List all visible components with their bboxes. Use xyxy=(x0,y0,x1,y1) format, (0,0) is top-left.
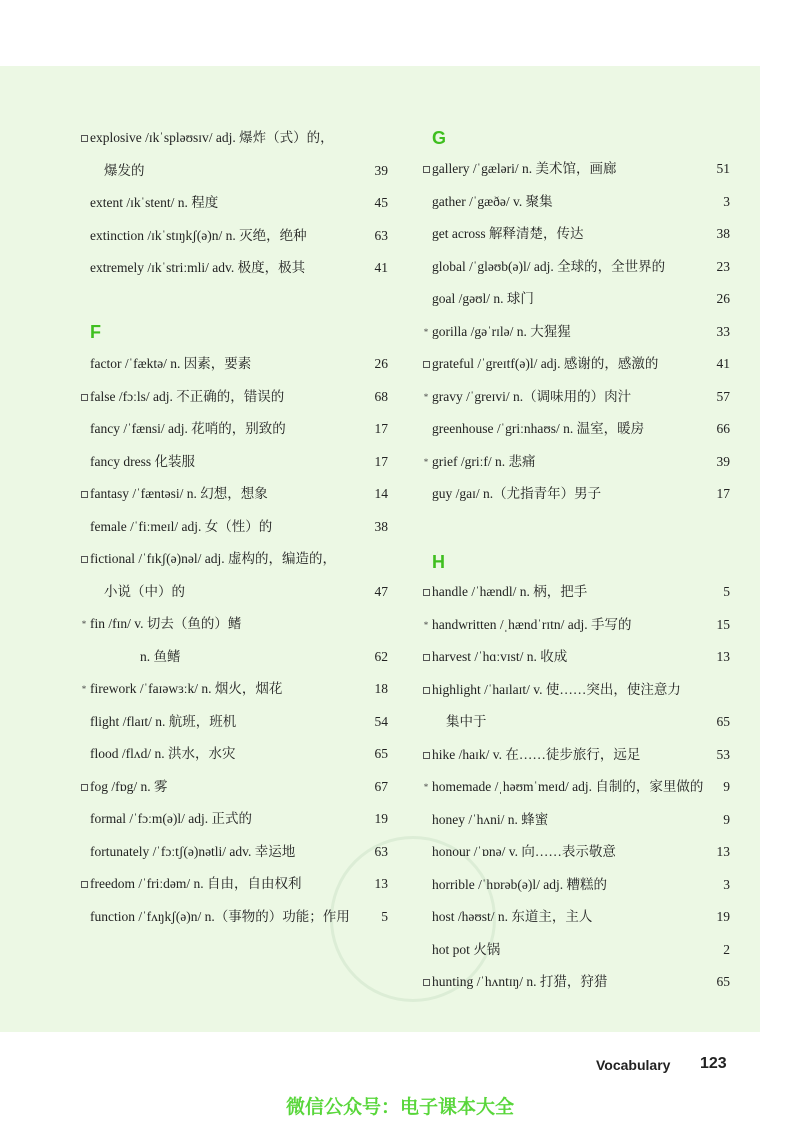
section-letter: H xyxy=(432,552,445,572)
vocab-entry-text: extent /ɪkˈstent/ n. 程度 xyxy=(90,195,219,210)
vocab-entry xyxy=(420,255,730,279)
vocab-page-number: 39 xyxy=(374,162,388,178)
vocab-page-number: 3 xyxy=(723,876,730,892)
vocab-entry xyxy=(420,840,730,864)
vocab-page-number: 63 xyxy=(374,843,388,859)
vocab-entry xyxy=(78,385,388,409)
vocab-entry xyxy=(420,743,730,767)
vocab-entry xyxy=(78,515,388,539)
vocab-entry xyxy=(420,352,730,376)
vocab-entry-text: factor /ˈfæktə/ n. 因素，要素 xyxy=(90,356,252,371)
vocab-page-number: 62 xyxy=(374,648,388,664)
vocab-entry xyxy=(420,678,730,702)
vocab-page-number: 13 xyxy=(716,649,730,664)
vocab-entry xyxy=(78,905,388,929)
vocab-page-number: 9 xyxy=(723,779,730,794)
vocab-page-number: 13 xyxy=(716,844,730,859)
vocab-page-number: 15 xyxy=(716,616,730,632)
square-bullet-icon xyxy=(423,979,430,986)
vocab-entry-text: honour /ˈɒnə/ v. 向……表示敬意 xyxy=(432,844,616,859)
vocab-entry-text: firework /ˈfaɪəwɜːk/ n. 烟火，烟花 xyxy=(90,681,283,696)
vocab-entry xyxy=(78,677,388,701)
vocab-entry-text: false /fɔːls/ adj. 不正确的，错误的 xyxy=(90,388,285,404)
square-bullet-icon xyxy=(81,881,88,888)
vocab-page-number: 14 xyxy=(374,486,388,501)
vocab-page-number: 2 xyxy=(723,941,730,957)
vocab-page-number: 67 xyxy=(374,778,388,794)
vocab-entry xyxy=(420,613,730,637)
vocab-page-number: 26 xyxy=(374,356,388,371)
square-bullet-icon xyxy=(423,752,430,759)
vocab-entry xyxy=(420,287,730,311)
vocab-entry xyxy=(420,157,730,181)
vocab-page-number: 65 xyxy=(374,746,388,761)
vocab-entry-text: greenhouse /ˈgriːnhaʊs/ n. 温室，暖房 xyxy=(432,421,645,436)
square-bullet-icon xyxy=(423,166,430,173)
star-bullet-icon: * xyxy=(81,684,87,694)
section-letter: G xyxy=(432,128,447,148)
vocab-page-number: 54 xyxy=(374,713,388,729)
vocab-page-number: 13 xyxy=(374,876,388,891)
square-bullet-icon xyxy=(81,784,88,791)
content-panel xyxy=(0,66,760,1032)
vocab-page-number: 33 xyxy=(716,323,730,339)
vocab-entry-text: host /həʊst/ n. 东道主，主人 xyxy=(432,909,593,924)
vocab-page-number: 47 xyxy=(374,583,388,599)
square-bullet-icon xyxy=(423,654,430,661)
vocab-entry-text: fortunately /ˈfɔːtʃ(ə)nətli/ adv. 幸运地 xyxy=(90,843,296,859)
vocab-page-number: 68 xyxy=(374,388,388,404)
square-bullet-icon xyxy=(423,687,430,694)
vocab-entry xyxy=(78,840,388,864)
vocab-entry xyxy=(420,580,730,604)
vocab-page-number: 19 xyxy=(374,811,388,826)
vocab-page-number: 17 xyxy=(716,486,730,501)
vocab-entry xyxy=(78,417,388,441)
vocab-page-number: 17 xyxy=(374,421,388,436)
vocab-entry xyxy=(78,482,388,506)
vocab-entry-text: fancy /ˈfænsi/ adj. 花哨的，别致的 xyxy=(90,421,286,436)
section-letter: F xyxy=(90,322,101,342)
vocab-entry xyxy=(420,320,730,344)
vocab-page-number: 17 xyxy=(374,453,388,469)
vocab-entry-text: flight /flaɪt/ n. 航班，班机 xyxy=(90,713,237,729)
vocab-entry-text: 集中于 xyxy=(446,714,487,729)
vocab-page-number: 5 xyxy=(723,584,730,599)
star-bullet-icon: * xyxy=(81,619,87,629)
vocab-entry xyxy=(78,807,388,831)
vocab-entry xyxy=(420,450,730,474)
vocab-page-number: 18 xyxy=(374,681,388,696)
vocab-entry-text: horrible /ˈhɒrəb(ə)l/ adj. 糟糕的 xyxy=(432,876,608,892)
vocab-entry-text: harvest /ˈhɑːvɪst/ n. 收成 xyxy=(432,649,568,664)
vocab-page-number: 38 xyxy=(374,518,388,534)
vocab-entry xyxy=(420,385,730,409)
vocab-entry xyxy=(420,938,730,962)
vocab-entry xyxy=(78,872,388,896)
vocab-page-number: 19 xyxy=(716,909,730,924)
wechat-watermark: 微信公众号：电子课本大全 xyxy=(285,1096,514,1118)
vocab-entry xyxy=(78,224,388,248)
vocab-entry xyxy=(420,645,730,669)
vocab-entry-text: fancy dress 化装服 xyxy=(90,453,195,469)
square-bullet-icon xyxy=(81,135,88,142)
vocab-entry-text: explosive /ɪkˈspləʊsɪv/ adj. 爆炸（式）的， xyxy=(90,130,334,145)
vocab-entry-text: fin /fɪn/ v. 切去（鱼的）鳍 xyxy=(90,616,242,631)
vocab-entry-text: highlight /ˈhaɪlaɪt/ v. 使……突出，使注意力 xyxy=(432,681,681,697)
vocab-entry xyxy=(78,126,388,150)
vocab-entry-text: formal /ˈfɔːm(ə)l/ adj. 正式的 xyxy=(90,811,252,826)
square-bullet-icon xyxy=(423,361,430,368)
vocab-entry xyxy=(78,580,388,604)
vocab-page-number: 5 xyxy=(381,908,388,924)
vocab-entry-text: extinction /ɪkˈstɪŋkʃ(ə)n/ n. 灭绝，绝种 xyxy=(90,227,307,243)
vocab-entry-text: global /ˈgləʊb(ə)l/ adj. 全球的，全世界的 xyxy=(432,258,666,274)
vocab-entry xyxy=(420,970,730,994)
vocab-entry xyxy=(420,482,730,506)
vocab-entry xyxy=(78,775,388,799)
vocab-entry xyxy=(78,612,388,636)
vocab-entry-text: gather /ˈgæðə/ v. 聚集 xyxy=(432,193,553,209)
vocab-entry-text: 爆发的 xyxy=(104,162,145,178)
vocab-page-number: 9 xyxy=(723,811,730,827)
vocab-entry-text: 小说（中）的 xyxy=(104,583,185,599)
vocab-entry xyxy=(420,873,730,897)
vocab-entry-text: goal /gəʊl/ n. 球门 xyxy=(432,291,534,306)
vocab-entry-text: honey /ˈhʌni/ n. 蜂蜜 xyxy=(432,811,549,827)
vocab-entry-text: homemade /ˌhəʊmˈmeɪd/ adj. 自制的，家里做的 xyxy=(432,779,704,794)
vocab-entry-text: handle /ˈhændl/ n. 柄，把手 xyxy=(432,584,588,599)
vocab-page-number: 23 xyxy=(716,258,730,274)
vocab-entry xyxy=(78,710,388,734)
vocab-page-number: 3 xyxy=(723,193,730,209)
vocab-page-number: 57 xyxy=(716,388,730,404)
square-bullet-icon xyxy=(81,556,88,563)
vocab-entry-text: hike /haɪk/ v. 在……徒步旅行，远足 xyxy=(432,746,641,762)
square-bullet-icon xyxy=(423,589,430,596)
vocab-entry xyxy=(420,222,730,246)
vocab-entry xyxy=(420,808,730,832)
vocab-entry-text: extremely /ɪkˈstriːmli/ adv. 极度，极其 xyxy=(90,260,306,275)
vocab-entry xyxy=(78,547,388,571)
vocab-entry xyxy=(78,645,388,669)
vocab-page-number: 41 xyxy=(716,356,730,371)
vocab-entry xyxy=(420,710,730,734)
vocab-entry-text: flood /flʌd/ n. 洪水，水灾 xyxy=(90,746,236,761)
vocab-page-number: 53 xyxy=(716,746,730,762)
footer-page-number: 123 xyxy=(700,1055,727,1072)
vocab-entry-text: n. 鱼鳍 xyxy=(140,648,181,664)
vocab-entry-text: female /ˈfiːmeɪl/ adj. 女（性）的 xyxy=(90,518,273,534)
vocab-page-number: 66 xyxy=(716,421,730,436)
vocab-page-number: 65 xyxy=(716,974,730,989)
vocab-entry xyxy=(420,905,730,929)
vocab-entry xyxy=(420,775,730,799)
vocab-entry-text: gorilla /gəˈrɪlə/ n. 大猩猩 xyxy=(432,323,571,339)
vocab-entry-text: hot pot 火锅 xyxy=(432,941,501,957)
vocab-entry-text: freedom /ˈfriːdəm/ n. 自由，自由权利 xyxy=(90,876,302,891)
vocab-page-number: 63 xyxy=(374,227,388,243)
vocab-page-number: 38 xyxy=(716,226,730,241)
vocab-entry-text: grief /griːf/ n. 悲痛 xyxy=(432,453,536,469)
footer-section-label: Vocabulary xyxy=(596,1057,671,1073)
vocab-entry xyxy=(78,256,388,280)
vocab-entry-text: fantasy /ˈfæntəsi/ n. 幻想，想象 xyxy=(90,486,268,501)
vocab-entry xyxy=(78,191,388,215)
star-bullet-icon: * xyxy=(423,456,429,467)
vocab-entry-text: grateful /ˈgreɪtf(ə)l/ adj. 感谢的，感激的 xyxy=(432,356,659,371)
vocab-page-number: 41 xyxy=(374,260,388,275)
star-bullet-icon: * xyxy=(423,782,429,792)
vocab-entry xyxy=(420,417,730,441)
star-bullet-icon: * xyxy=(423,391,429,402)
vocab-entry-text: hunting /ˈhʌntɪŋ/ n. 打猎，狩猎 xyxy=(432,974,608,989)
star-bullet-icon: * xyxy=(423,326,429,337)
vocab-entry-text: fog /fɒg/ n. 雾 xyxy=(90,778,168,794)
vocab-entry xyxy=(78,159,388,183)
vocab-entry-text: handwritten /ˌhændˈrɪtn/ adj. 手写的 xyxy=(432,616,632,632)
vocab-page-number: 45 xyxy=(374,195,388,210)
vocab-entry-text: function /ˈfʌŋkʃ(ə)n/ n.（事物的）功能；作用 xyxy=(90,908,350,924)
star-bullet-icon: * xyxy=(423,619,429,630)
square-bullet-icon xyxy=(81,491,88,498)
vocab-entry-text: fictional /ˈfɪkʃ(ə)nəl/ adj. 虚构的，编造的， xyxy=(90,551,336,566)
vocab-entry xyxy=(78,450,388,474)
vocab-entry xyxy=(78,352,388,376)
vocab-entry-text: get across 解释清楚，传达 xyxy=(432,226,584,241)
vocab-page-number: 65 xyxy=(716,714,730,729)
vocab-page-number: 26 xyxy=(716,291,730,306)
square-bullet-icon xyxy=(81,394,88,401)
vocab-entry xyxy=(420,190,730,214)
vocab-page-number: 39 xyxy=(716,453,730,469)
vocab-entry xyxy=(78,742,388,766)
vocab-page-number: 51 xyxy=(716,161,730,176)
vocab-entry-text: guy /gaɪ/ n.（尤指青年）男子 xyxy=(432,486,602,501)
vocab-entry-text: gallery /ˈgæləri/ n. 美术馆，画廊 xyxy=(432,161,617,176)
vocab-entry-text: gravy /ˈgreɪvi/ n.（调味用的）肉汁 xyxy=(432,388,632,404)
